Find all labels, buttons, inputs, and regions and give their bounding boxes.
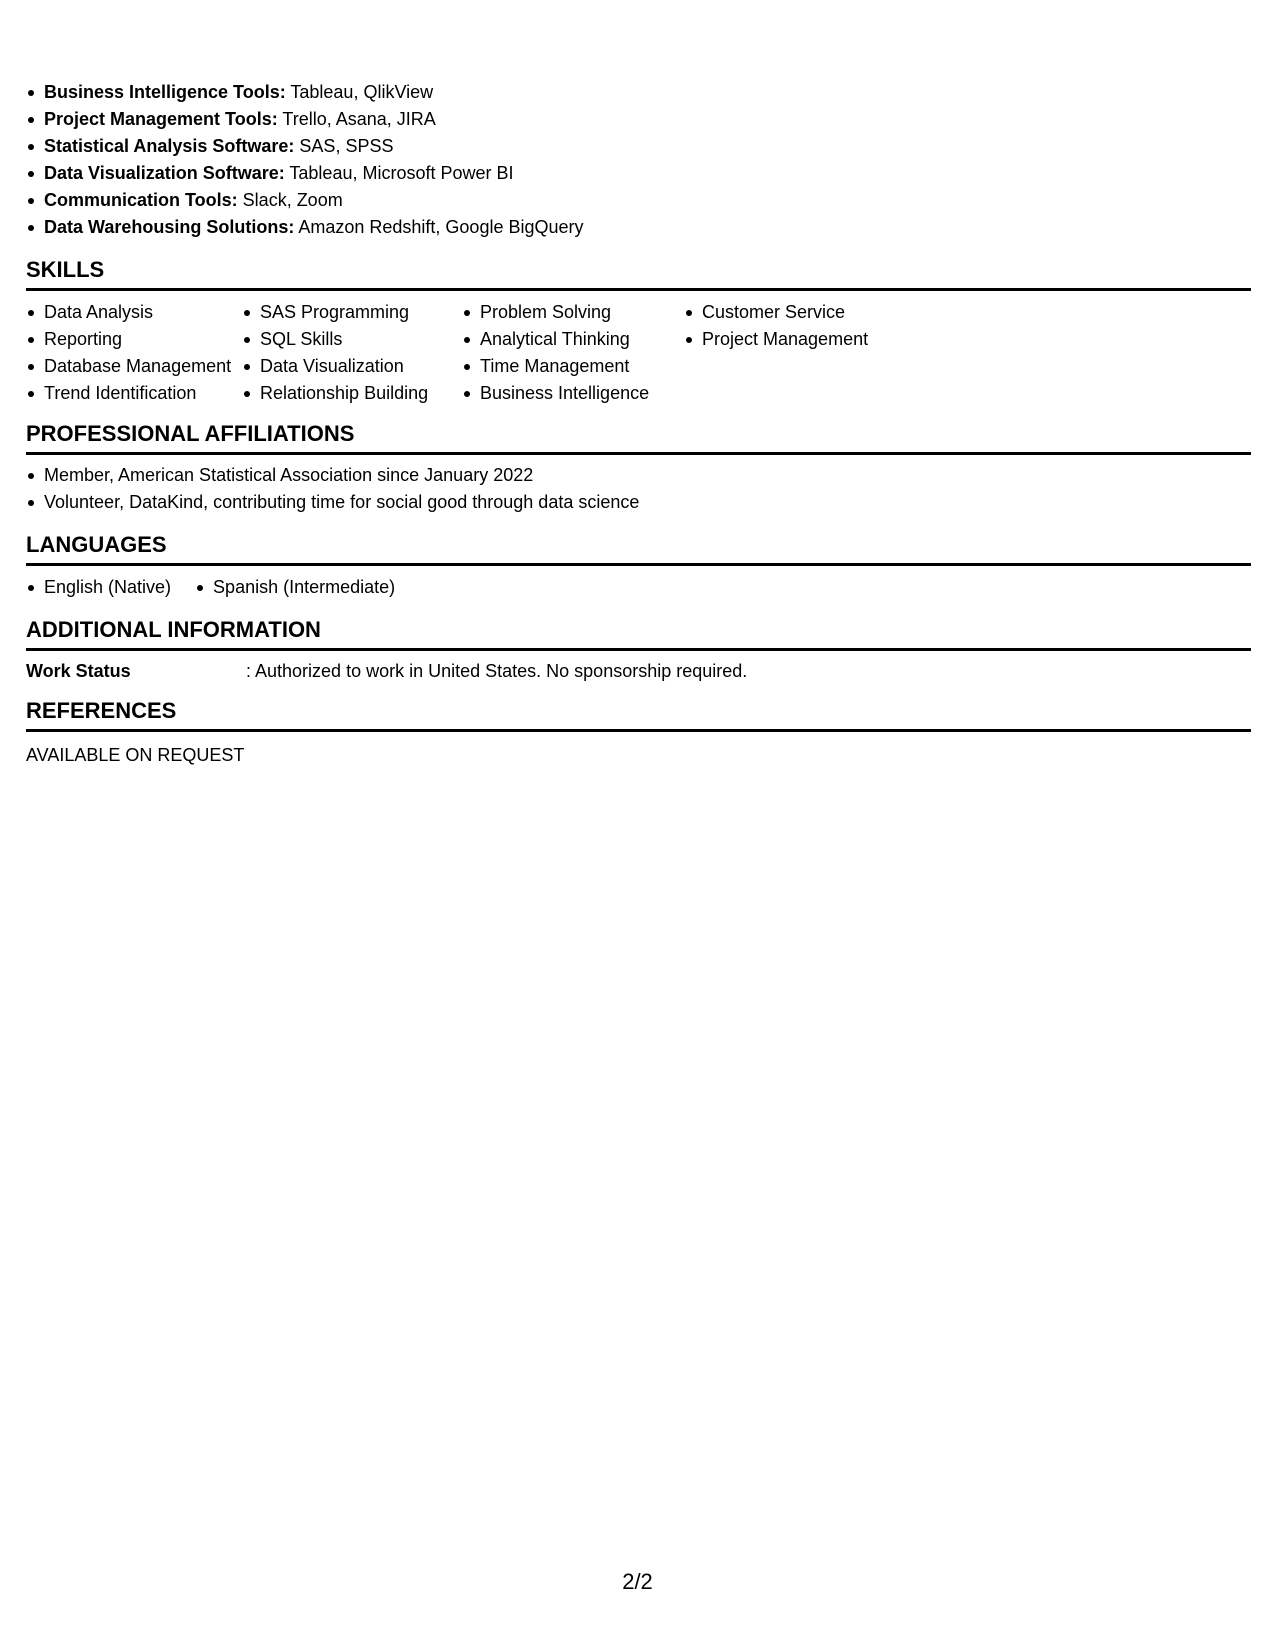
skill-item: SQL Skills bbox=[240, 326, 460, 353]
skill-item: Business Intelligence bbox=[460, 380, 682, 407]
tools-item-label: Business Intelligence Tools: bbox=[44, 82, 286, 102]
work-status-row bbox=[26, 659, 747, 683]
additional-info-heading: ADDITIONAL INFORMATION bbox=[26, 616, 1251, 651]
affiliation-item: Volunteer, DataKind, contributing time for social good through data science bbox=[0, 489, 639, 516]
language-item: English (Native) bbox=[0, 574, 171, 601]
tools-item bbox=[0, 106, 584, 133]
work-status-value: : Authorized to work in United States. No sponsorship required. bbox=[246, 661, 748, 681]
skill-item: Reporting bbox=[0, 326, 240, 353]
skill-item: Database Management bbox=[0, 353, 240, 380]
tools-item bbox=[0, 160, 584, 187]
skill-item: Analytical Thinking bbox=[460, 326, 682, 353]
work-status-label: Work Status bbox=[26, 661, 131, 681]
page-number: 2/2 bbox=[622, 1569, 653, 1594]
skill-item: Data Analysis bbox=[0, 299, 240, 326]
references-heading: REFERENCES bbox=[26, 697, 1251, 732]
skill-item: Project Management bbox=[682, 326, 922, 353]
references-text: AVAILABLE ON REQUEST bbox=[26, 745, 245, 765]
tools-item-label: Statistical Analysis Software: bbox=[44, 136, 295, 156]
skill-item: Trend Identification bbox=[0, 380, 240, 407]
skills-column bbox=[460, 299, 682, 407]
tools-item-value: SAS, SPSS bbox=[294, 136, 394, 156]
skill-item: Data Visualization bbox=[240, 353, 460, 380]
tools-item-value: Amazon Redshift, Google BigQuery bbox=[294, 217, 584, 237]
skill-item: Problem Solving bbox=[460, 299, 682, 326]
tools-item bbox=[0, 187, 584, 214]
skills-column bbox=[0, 299, 240, 407]
affiliations-list bbox=[0, 462, 639, 516]
affiliation-item: Member, American Statistical Association since January 2022 bbox=[0, 462, 639, 489]
tools-item-label: Data Visualization Software: bbox=[44, 163, 285, 183]
affiliations-heading: PROFESSIONAL AFFILIATIONS bbox=[26, 420, 1251, 455]
tools-item-value: Trello, Asana, JIRA bbox=[277, 109, 436, 129]
tools-list bbox=[0, 79, 584, 241]
tools-item-label: Communication Tools: bbox=[44, 190, 238, 210]
tools-item-label: Project Management Tools: bbox=[44, 109, 278, 129]
skills-column bbox=[682, 299, 922, 407]
skills-grid bbox=[0, 299, 922, 407]
skills-heading: SKILLS bbox=[26, 256, 1251, 291]
tools-item bbox=[0, 214, 584, 241]
language-item: Spanish (Intermediate) bbox=[191, 574, 395, 601]
skill-item: Time Management bbox=[460, 353, 682, 380]
skill-item: SAS Programming bbox=[240, 299, 460, 326]
tools-item-value: Slack, Zoom bbox=[237, 190, 343, 210]
skill-item: Customer Service bbox=[682, 299, 922, 326]
skill-item: Relationship Building bbox=[240, 380, 460, 407]
tools-item-value: Tableau, Microsoft Power BI bbox=[284, 163, 514, 183]
languages-heading: LANGUAGES bbox=[26, 531, 1251, 566]
tools-item bbox=[0, 79, 584, 106]
skills-column bbox=[240, 299, 460, 407]
tools-item-value: Tableau, QlikView bbox=[285, 82, 434, 102]
languages-list bbox=[0, 574, 415, 601]
tools-item-label: Data Warehousing Solutions: bbox=[44, 217, 295, 237]
tools-item bbox=[0, 133, 584, 160]
